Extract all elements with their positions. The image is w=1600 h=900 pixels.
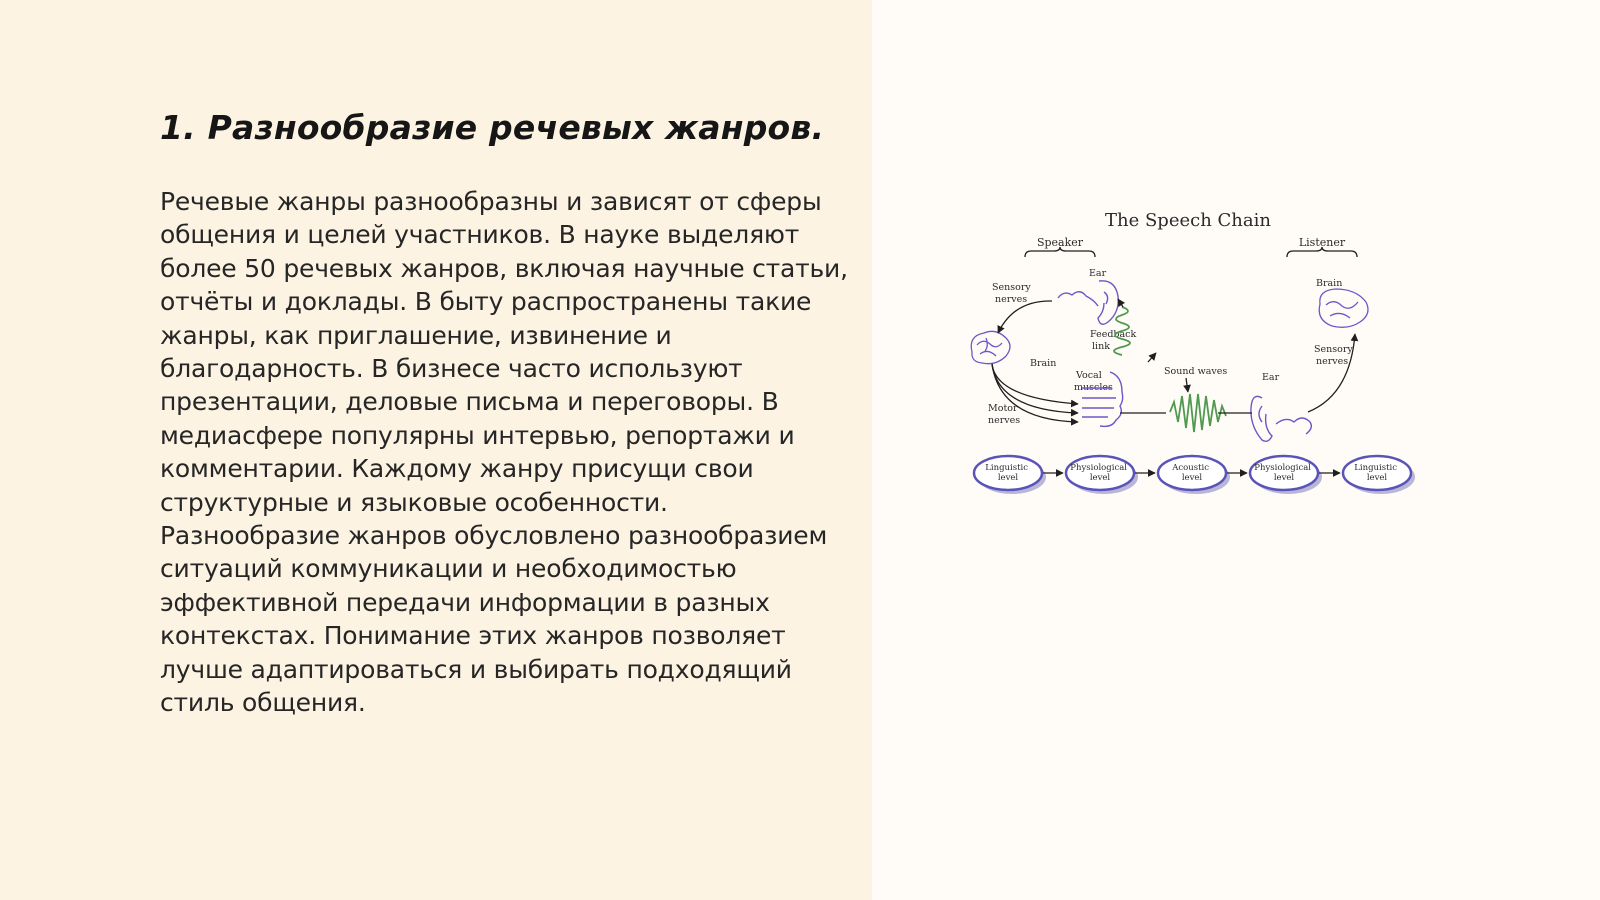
svg-text:Physiological level: Physiological level (1254, 463, 1312, 483)
speaker-brain-icon (971, 331, 1010, 363)
listener-label: Listener (1298, 236, 1346, 249)
label-sensory-nerves-right: Sensory nerves (1314, 344, 1353, 367)
label-feedback-link: Feedback link (1090, 329, 1137, 352)
diagram-title: The Speech Chain (1105, 210, 1271, 231)
speaker-ear-icon (1058, 281, 1118, 324)
level-node (1158, 456, 1230, 494)
label-sensory-nerves-left: Sensory nerves (992, 282, 1031, 305)
slide-title: 1. Разнообразие речевых жанров. (160, 108, 825, 147)
label-motor-nerves: Motor nerves (988, 403, 1021, 426)
svg-text:Physiological level: Physiological level (1070, 463, 1128, 483)
svg-text:Linguistic level: Linguistic level (1354, 463, 1398, 483)
label-vocal-muscles: Vocal muscles (1074, 370, 1113, 393)
speaker-label: Speaker (1036, 236, 1084, 249)
level-node (974, 456, 1046, 494)
label-ear-right: Ear (1262, 372, 1280, 383)
speech-chain-diagram (960, 200, 1420, 500)
label-sound-waves: Sound waves (1164, 366, 1228, 377)
label-brain-right: Brain (1316, 278, 1343, 289)
speaker-brace (1025, 247, 1095, 257)
svg-text:Acoustic level: Acoustic level (1172, 463, 1210, 483)
level-chain (974, 456, 1415, 494)
listener-ear-icon (1251, 396, 1311, 441)
label-brain-left: Brain (1030, 358, 1057, 369)
svg-text:Linguistic level: Linguistic level (985, 463, 1029, 483)
level-node (1066, 456, 1138, 494)
slide-body-text: Речевые жанры разнообразны и зависят от сферы общения и целей участников. В науке выделяют более 50 речевых жанров, включая научные статьи, отчёты и доклады. В быту распространены такие жанры, как приглашение, извинение и благодарность. В бизнесе часто используют презентации, деловые письма и переговоры. В медиасфере популярны интервью, репортажи и комментарии. Каждому жанру присущи свои структурные и языковые особенности. Разнообразие жанров обусловлено разнообразием ситуаций коммуникации и необходимостью эффективной передачи информации в разных контекстах. Понимание этих жанров позволяет лучше адаптироваться и выбирать подходящий стиль общения. (160, 187, 848, 718)
listener-brace (1287, 247, 1357, 257)
level-node (1250, 456, 1322, 494)
level-node (1343, 456, 1415, 494)
sound-wave (1170, 394, 1226, 432)
label-ear-left: Ear (1089, 268, 1107, 279)
listener-brain-icon (1319, 289, 1368, 327)
